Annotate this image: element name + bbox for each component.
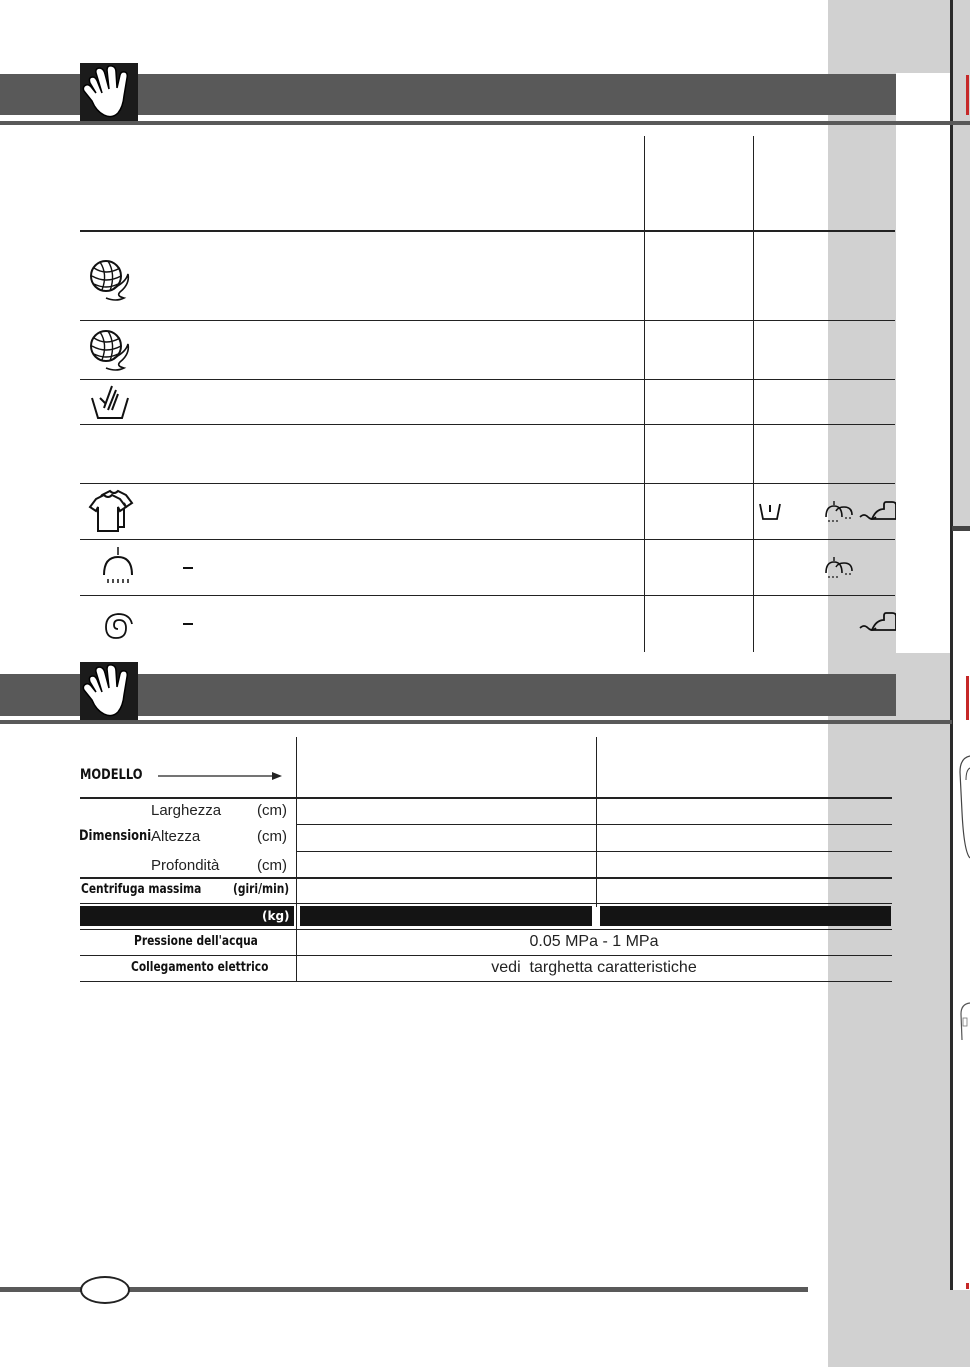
table-column-rule [753,136,754,652]
arrow-right-icon [158,771,284,781]
red-edge-mark [966,75,969,115]
height-label: Altezza [151,828,201,845]
spec-row-rule [80,797,892,799]
hand-icon [80,662,138,720]
spec-row-rule [80,981,892,982]
electric-label: Collegamento elettrico [131,960,269,975]
kg-row-cell [600,906,891,926]
table-row-rule [80,320,895,321]
spec-row-rule [80,955,892,956]
iron-icon [858,499,896,523]
dimensions-label: Dimensioni [79,828,152,844]
side-separator [952,526,970,531]
water-pressure-label: Pressione dell'acqua [134,934,258,949]
width-label: Larghezza [151,802,222,819]
spec-column-rule [596,737,597,907]
appliance-sketch-icon [956,752,970,862]
side-strip-cutout [896,73,952,653]
table-row-rule [80,539,895,540]
spec-row-rule [80,903,892,904]
section-rule [0,720,952,724]
spec-row-rule [80,877,892,879]
spin-unit: (giri/min) [233,882,290,897]
shirts-icon [88,487,144,533]
red-edge-mark [966,1283,969,1289]
hand-wash-basin-icon [88,382,132,422]
kg-unit: (kg) [262,909,290,923]
spiral-icon [100,610,134,648]
kg-row-cell [300,906,592,926]
water-pressure-value: 0.05 MPa - 1 MPa [529,933,659,950]
dash-mark [183,567,193,569]
table-row-rule [80,483,895,484]
section-rule [0,121,970,125]
tub-with-drop-icon [757,500,783,522]
dryer-dome-small-icon [824,499,856,523]
table-row-rule [80,595,895,596]
table-row-rule [80,379,895,380]
appliance-sketch-icon [958,1000,970,1046]
side-strip-cutout [952,530,970,1290]
width-unit: (cm) [257,802,287,819]
spin-label: Centrifuga massima [81,882,202,897]
spec-row-rule [296,851,892,852]
depth-unit: (cm) [257,857,287,874]
electric-value: vedi targhetta caratteristiche [491,959,697,976]
table-column-rule [644,136,645,652]
dryer-dome-icon [100,545,136,585]
spec-row-rule [80,929,892,930]
page-number-oval [80,1276,130,1304]
model-label: MODELLO [80,767,143,783]
hand-icon [80,63,138,121]
wool-ball-icon [86,254,134,304]
red-edge-mark [966,676,969,720]
side-divider [950,0,953,1290]
iron-icon [858,610,896,634]
dash-mark [183,623,193,625]
spec-row-rule [296,824,892,825]
table-header-rule [80,230,895,232]
table-row-rule [80,424,895,425]
dryer-dome-small-icon [824,555,856,579]
wool-ball-icon [86,324,134,374]
height-unit: (cm) [257,828,287,845]
depth-label: Profondità [151,857,220,874]
